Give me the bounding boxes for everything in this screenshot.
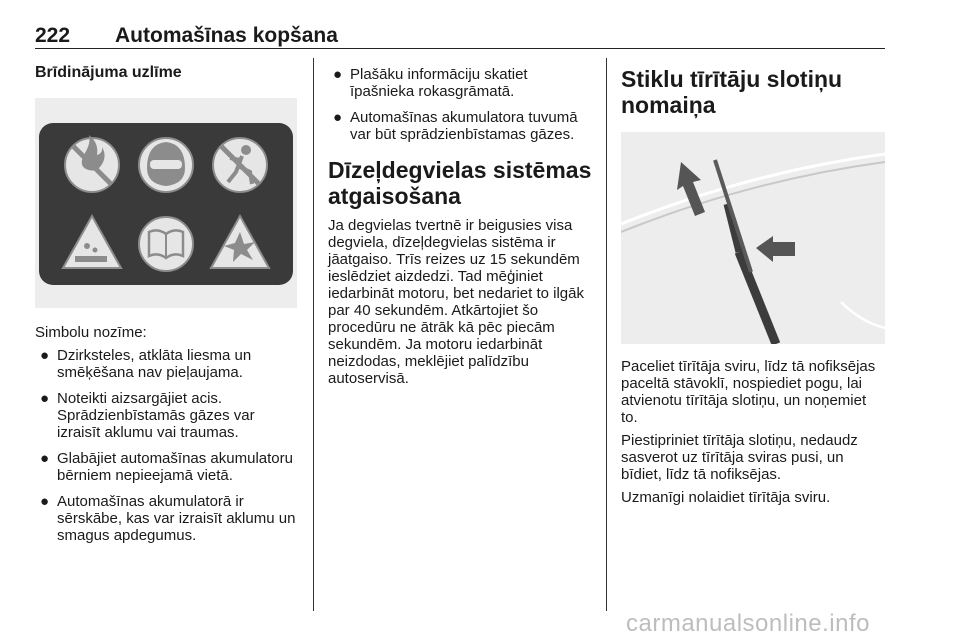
eye-protection-icon <box>139 138 193 192</box>
symbols-list-continued <box>328 66 593 143</box>
list-item: ● Automašīnas akumulatorā ir sērskābe, kas var izraisīt aklumu un smagus apdegumus. <box>40 493 296 544</box>
symbols-list <box>35 347 300 544</box>
section-heading-wiper: Stiklu tīrītāju slotiņu nomaiņa <box>621 66 843 118</box>
keep-children-away-icon <box>213 138 267 192</box>
list-item: ● Glabājiet automašīnas akumulatoru bērniem nepieejamā vietā. <box>40 450 293 484</box>
wiper-paragraph-1: Paceliet tīrītāja sviru, līdz tā nofiksējas paceltā stāvoklī, nospiediet pogu, lai atvienotu tīrītāja slotiņu, un noņemiet to. <box>621 358 876 426</box>
list-item: ● Dzirksteles, atklāta liesma un smēķēšana nav pieļaujama. <box>40 347 252 381</box>
column-warning-label <box>35 58 300 553</box>
column-diesel <box>328 58 593 387</box>
column-wiper <box>621 58 886 506</box>
section-heading-warning-label: Brīdinājuma uzlīme <box>35 64 182 81</box>
page-header <box>35 10 885 49</box>
watermark: carmanualsonline.info <box>626 610 870 637</box>
wiper-paragraph-3: Uzmanīgi nolaidiet tīrītāja sviru. <box>621 489 831 506</box>
warning-symbols-image <box>35 98 297 308</box>
symbols-intro: Simbolu nozīme: <box>35 324 147 341</box>
column-divider-2 <box>606 58 607 611</box>
page-number: 222 <box>35 24 71 47</box>
section-heading-diesel: Dīzeļdegvielas sistēmas atgaisošana <box>328 157 592 209</box>
wiper-paragraph-2: Piestipriniet tīrītāja slotiņu, nedaudz sasverot uz tīrītāja sviras pusi, un bīdiet, līdz tā nofiksējas. <box>621 432 858 483</box>
list-item: ● Plašāku informāciju skatiet īpašnieka rokasgrāmatā. <box>333 66 528 100</box>
column-divider-1 <box>313 58 314 611</box>
read-manual-icon <box>139 217 193 271</box>
list-item: ● Noteikti aizsargājiet acis. Sprādzienbīstamās gāzes var izraisīt aklumu vai traumas. <box>40 390 255 441</box>
chapter-title: Automašīnas kopšana <box>115 24 338 47</box>
wiper-illustration <box>621 132 885 344</box>
list-item: ● Automašīnas akumulatora tuvumā var būt sprādzienbīstamas gāzes. <box>333 109 578 143</box>
diesel-paragraph: Ja degvielas tvertnē ir beigusies visa degviela, dīzeļdegvielas sistēma ir jāatgaiso. Trīs reizes uz 15 sekundēm ieslēdziet aizdedzi. Tad mēģiniet iedarbināt motoru, bet nedariet to ilgāk par 40 sekundēm. Atkārtojiet šo procedūru ne ātrāk kā pēc piecām sekundēm. Ja motoru iedarbināt neizdodas, meklējiet palīdzību autoservisā. <box>328 217 584 387</box>
